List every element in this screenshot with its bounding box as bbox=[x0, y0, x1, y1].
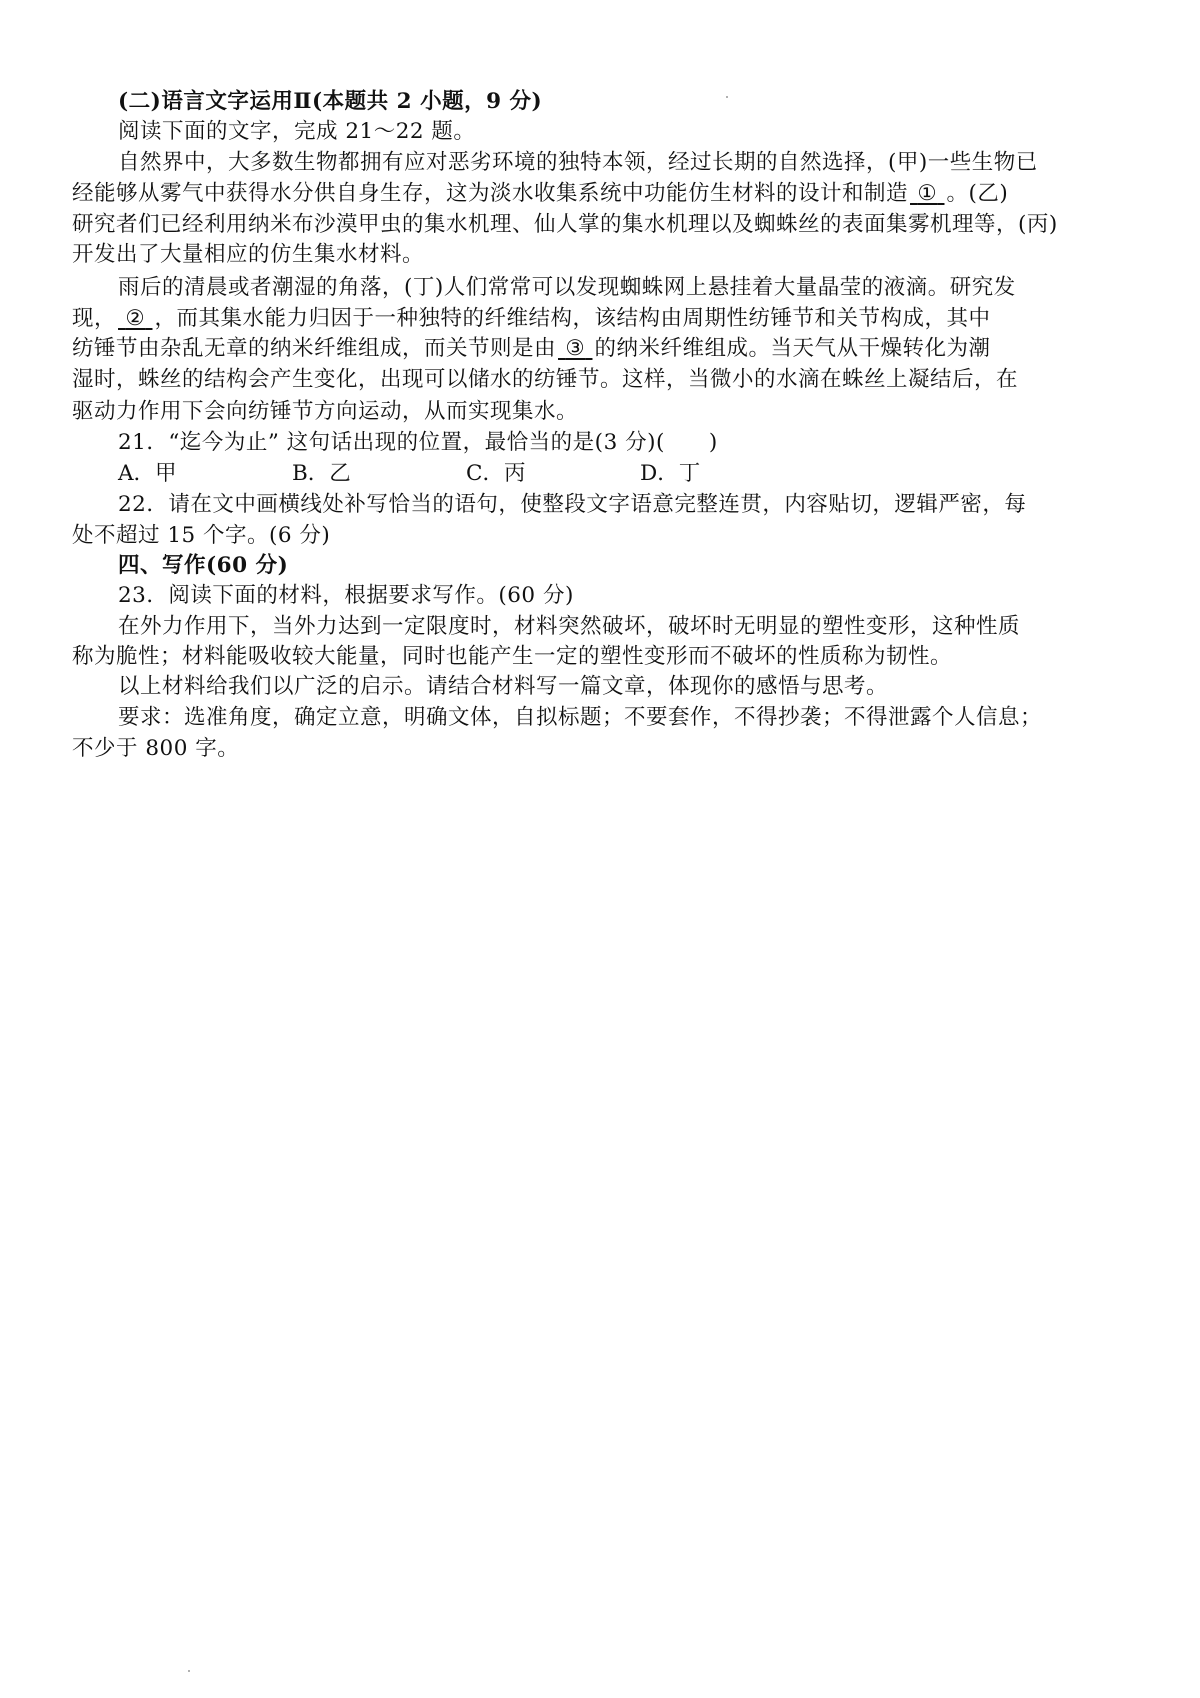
passage-text: ，而其集水能力归因于一种独特的纤维结构，该结构由周期性纺锤节和关节构成，其中 bbox=[154, 306, 991, 331]
material-line2: 称为脆性；材料能吸收较大能量，同时也能产生一定的塑性变形而不破坏的性质称为韧性。 bbox=[72, 644, 953, 669]
question-21-option-b: B．乙 bbox=[292, 461, 351, 486]
passage-p1-line3: 研究者们已经利用纳米布沙漠甲虫的集水机理、仙人掌的集水机理以及蜘蛛丝的表面集雾机理等，(丙) bbox=[72, 212, 1058, 237]
requirements-line2: 不少于 800 字。 bbox=[72, 736, 240, 761]
question-21-stem: 21．“迄今为止” 这句话出现的位置，最恰当的是(3 分)( ) bbox=[118, 430, 718, 455]
passage-p2-line4: 湿时，蛛丝的结构会产生变化，出现可以储水的纺锤节。这样，当微小的水滴在蛛丝上凝结后，在 bbox=[72, 367, 1019, 392]
material-line1: 在外力作用下，当外力达到一定限度时，材料突然破坏，破坏时无明显的塑性变形，这种性质 bbox=[118, 614, 1021, 639]
blank-2-number: ② bbox=[125, 306, 146, 331]
passage-text: 经能够从雾气中获得水分供自身生存，这为淡水收集系统中功能仿生材料的设计和制造 bbox=[72, 181, 909, 206]
blank-3-number: ③ bbox=[565, 336, 586, 361]
reading-instruction: 阅读下面的文字，完成 21～22 题。 bbox=[118, 119, 476, 144]
passage-p1-line4: 开发出了大量相应的仿生集水材料。 bbox=[72, 242, 425, 267]
section-heading: (二)语言文字运用Ⅱ(本题共 2 小题，9 分) bbox=[118, 89, 543, 114]
scan-speck bbox=[726, 96, 728, 98]
passage-text: 纺锤节由杂乱无章的纳米纤维组成，而关节则是由 bbox=[72, 336, 557, 361]
question-23-stem: 23．阅读下面的材料，根据要求写作。(60 分) bbox=[118, 583, 574, 608]
passage-p1-line2 bbox=[72, 179, 1008, 209]
question-21-option-a: A．甲 bbox=[118, 461, 177, 486]
question-22-line2: 处不超过 15 个字。(6 分) bbox=[72, 523, 331, 548]
blank-1 bbox=[908, 179, 946, 209]
passage-p1-line1: 自然界中，大多数生物都拥有应对恶劣环境的独特本领，经过长期的自然选择，(甲)一些生物已 bbox=[118, 150, 1038, 175]
section-heading-writing: 四、写作(60 分) bbox=[118, 553, 289, 578]
scan-speck bbox=[188, 1670, 190, 1672]
passage-text: 。(乙) bbox=[946, 181, 1009, 206]
passage-p2-line5: 驱动力作用下会向纺锤节方向运动，从而实现集水。 bbox=[72, 399, 579, 424]
writing-hint: 以上材料给我们以广泛的启示。请结合材料写一篇文章，体现你的感悟与思考。 bbox=[118, 674, 889, 699]
passage-text: 现， bbox=[72, 306, 117, 331]
blank-2 bbox=[116, 304, 154, 334]
requirements-line1: 要求：选准角度，确定立意，明确文体，自拟标题；不要套作，不得抄袭；不得泄露个人信息； bbox=[118, 705, 1043, 730]
passage-text: 的纳米纤维组成。当天气从干燥转化为潮 bbox=[594, 336, 991, 361]
passage-p2-line1: 雨后的清晨或者潮湿的角落，(丁)人们常常可以发现蜘蛛网上悬挂着大量晶莹的液滴。研究发 bbox=[118, 275, 1016, 300]
question-21-option-c: C．丙 bbox=[466, 461, 526, 486]
passage-p2-line2 bbox=[72, 304, 991, 334]
question-21-option-d: D．丁 bbox=[640, 461, 701, 486]
passage-p2-line3 bbox=[72, 334, 991, 364]
blank-3 bbox=[556, 334, 594, 364]
blank-1-number: ① bbox=[917, 181, 938, 206]
question-22-line1: 22．请在文中画横线处补写恰当的语句，使整段文字语意完整连贯，内容贴切，逻辑严密，每 bbox=[118, 492, 1027, 517]
